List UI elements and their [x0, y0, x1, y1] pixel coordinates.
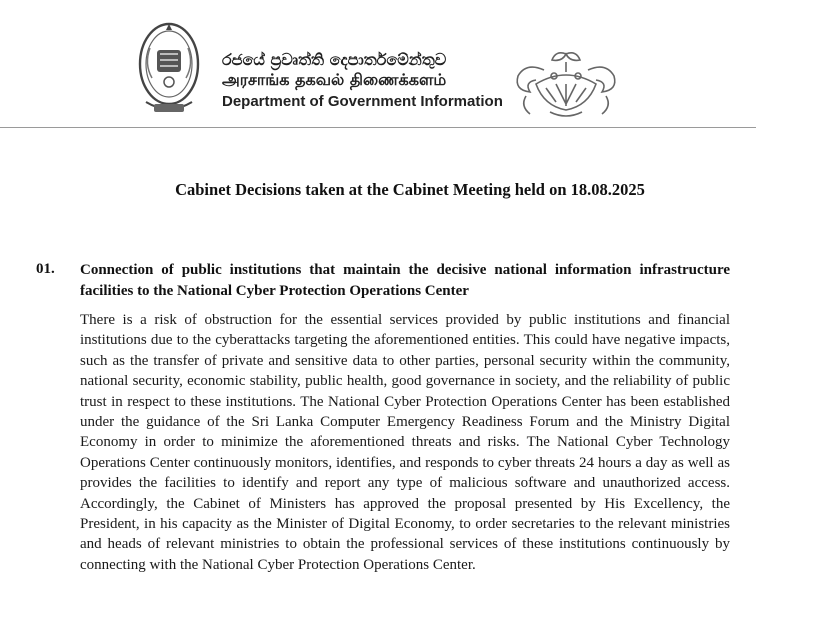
organization-names — [222, 50, 503, 112]
letterhead-divider — [0, 127, 756, 128]
letterhead — [0, 0, 820, 130]
organization-name-tamil: அரசாங்க தகவல் திணைக்களம் — [222, 70, 447, 89]
document-title: Cabinet Decisions taken at the Cabinet Meeting held on 18.08.2025 — [175, 180, 645, 199]
item-heading: Connection of public institutions that maintain the decisive national information infrastructure facilities to the National Cyber Protection Operations Center — [80, 262, 730, 299]
sri-lanka-emblem-icon — [136, 18, 202, 116]
traditional-ornament-icon — [514, 48, 618, 120]
item-number: 01. — [36, 261, 55, 277]
organization-name-sinhala: රජයේ ප්‍රවෘත්ති දෙපාර්තමේන්තුව — [222, 50, 447, 69]
item-body: There is a risk of obstruction for the essential services provided by public institutions and financial institutions due to the cyberattacks targeting the aforementioned entities. This could have negative impacts, such as the transfer of private and sensitive data to other parties, personal security within the community, national security, economic stability, public health, good governance in society, and the reliability of public trust in respect to these institutions. The National Cyber Protection Operations Center has been established under the guidance of the Sri Lanka Computer Emergency Readiness Forum and the Ministry Digital Economy in order to minimize the aforementioned threats and risks. The National Cyber Technology Operations Center continuously monitors, identifies, and responds to cyber threats 24 hours a day as well as provides the facilities to identify and report any type of malicious software and unauthorized access. Accordingly, the Cabinet of Ministers has approved the proposal presented by His Excellency, the President, in his capacity as the Minister of Digital Economy, to order secretaries to the relevant ministries and heads of relevant ministries to obtain the professional services of these institutions continuously by connecting with the National Cyber Protection Operations Center. — [80, 312, 730, 573]
organization-name-english: Department of Government Information — [222, 93, 503, 110]
